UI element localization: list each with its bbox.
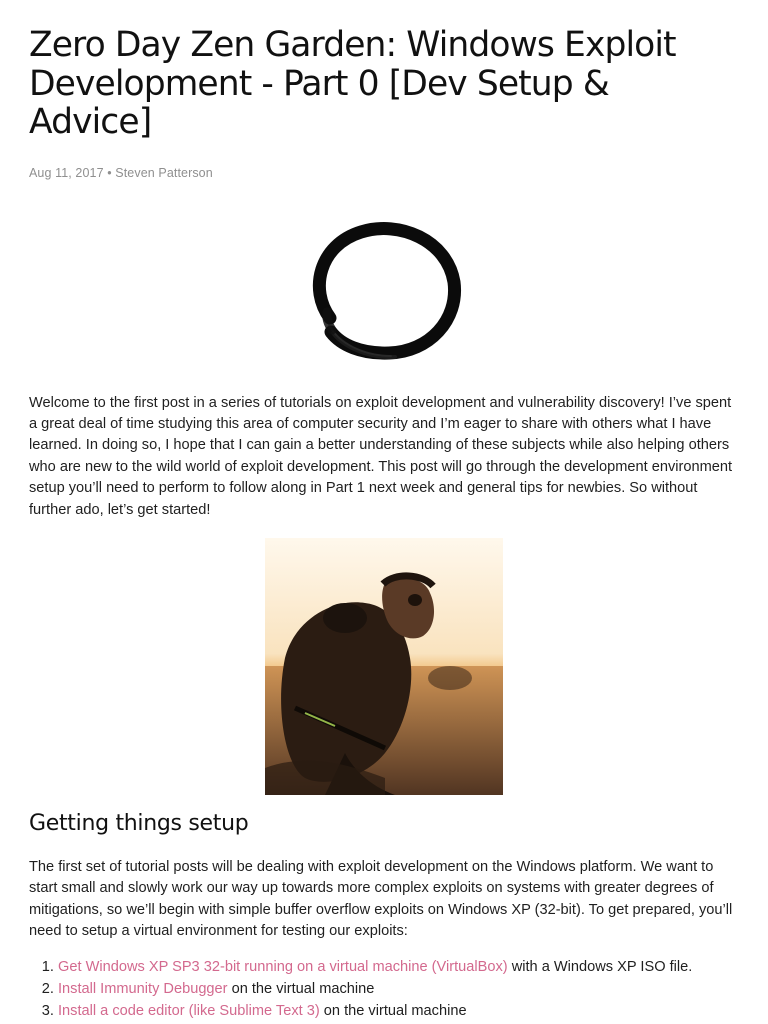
list-item (58, 956, 739, 978)
post-meta (29, 166, 739, 180)
step-link-windows-xp[interactable]: Get Windows XP SP3 32-bit running on a virtual machine (VirtualBox) (58, 958, 508, 975)
post-title: Zero Day Zen Garden: Windows Exploit Development - Part 0 [Dev Setup & Advice] (29, 25, 676, 142)
section-heading: Getting things setup (29, 810, 249, 836)
intro-paragraph: Welcome to the first post in a series of tutorials on exploit development and vulnerability discovery! I’ve spent a great deal of time studying this area of computer security and I’m eager to share with others what I have learned. In doing so, I hope that I can gain a better understanding of these subjects while also helping others who are new to the wild world of exploit development. This post will go through the development environment setup you’ll need to perform to follow along in Part 1 next week and general tips for newbies. So without further ado, let’s get started! (29, 394, 733, 518)
step-text: with a Windows XP ISO file. (507, 958, 693, 975)
blog-post (29, 0, 739, 1022)
post-date: Aug 11, 2017 (29, 165, 104, 180)
enso-circle-icon (299, 220, 469, 365)
setup-paragraph: The first set of tutorial posts will be dealing with exploit development on the Windows platform. We want to start small and slowly work our way up towards more complex exploits on systems with greater degrees of mitigations, so we’ll begin with simple buffer overflow exploits on Windows XP (32-bit). To get prepared, you’ll need to setup a virtual environment for testing our exploits: (29, 858, 733, 940)
step-link-immunity-debugger[interactable]: Install Immunity Debugger (58, 980, 228, 997)
soldier-photo (265, 538, 503, 795)
meta-separator: • (107, 165, 112, 180)
step-text: on the virtual machine (319, 1002, 467, 1019)
setup-steps-list (29, 956, 739, 1022)
step-link-code-editor[interactable]: Install a code editor (like Sublime Text 3) (58, 1002, 320, 1019)
list-item (58, 978, 739, 1000)
author-link[interactable]: Steven Patterson (115, 165, 213, 180)
list-item (58, 1000, 739, 1022)
enso-image (29, 220, 739, 365)
step-text: on the virtual machine (227, 980, 375, 997)
